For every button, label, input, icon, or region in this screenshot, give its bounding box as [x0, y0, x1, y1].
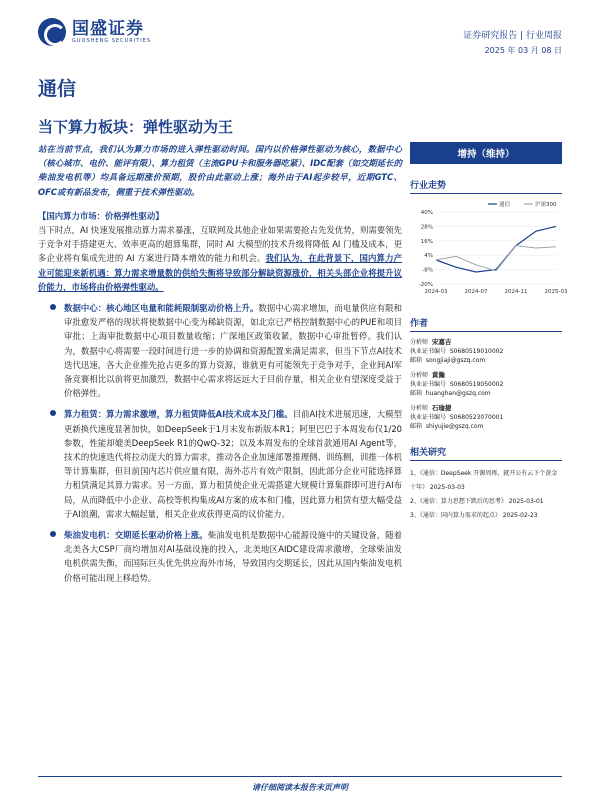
- author-title: 作者: [410, 316, 562, 332]
- footer-disclaimer: 请仔细阅读本报告末页声明: [252, 783, 348, 792]
- author-role: 分析师: [410, 339, 429, 346]
- y-tick-label: 40%: [420, 210, 433, 216]
- bullet-lead: 柴油发电机：交期延长驱动价格上涨。: [64, 530, 208, 541]
- author-block: [410, 338, 562, 365]
- legend-label: 通信: [499, 202, 511, 208]
- author-name: 石瑜捷: [431, 404, 452, 412]
- rating-badge: 增持（维持）: [410, 142, 562, 164]
- logo-en: GUOSHENG SECURITIES: [72, 37, 152, 44]
- bullet-item: [38, 407, 402, 521]
- author-email[interactable]: shiyujie@gszq.com: [425, 423, 484, 430]
- logo-cn: 国盛证券: [72, 18, 144, 39]
- author-role: 分析师: [410, 372, 429, 379]
- cert-label: 执业证书编号: [410, 348, 447, 355]
- email-label: 邮箱: [410, 357, 423, 364]
- bullet-dot-icon: [50, 531, 56, 537]
- page-header: [0, 0, 600, 62]
- y-tick-label: 4%: [424, 253, 433, 260]
- related-list: [410, 467, 562, 523]
- report-type: 证券研究报告 | 行业周报: [463, 31, 562, 41]
- bullet-text: 柴油发电机是数据中心能源设施中的关键设备，随着北美各大CSP厂商均增加对AI基础设施的投入，北美地区AIDC建设需求激增，全球柴油发电机供需失衡，而国际巨头优先供应海外市场，导致国内交期延长，因此从国内柴油发电机价格可能出现上移趋势。: [64, 530, 403, 583]
- y-tick-label: 16%: [420, 238, 433, 245]
- trend-chart: [410, 198, 568, 302]
- sidebar: [410, 142, 568, 523]
- main-column: [38, 142, 402, 585]
- cert-label: 执业证书编号: [410, 414, 447, 421]
- author-name: 宋嘉吉: [431, 338, 452, 346]
- x-tick-label: 2024-03: [424, 289, 448, 295]
- author-name: 黄瀚: [431, 371, 445, 379]
- legend-label: 沪深300: [535, 202, 557, 208]
- related-item[interactable]: 3、《通信：国内算力需求的起点》 2025-02-23: [410, 512, 538, 519]
- footer-rule: [38, 776, 562, 777]
- author-block: [410, 371, 562, 398]
- series-line: [436, 226, 556, 272]
- bullet-dot-icon: [50, 410, 56, 416]
- related-item[interactable]: 1、《通信：DeepSeek 开源周再，就开公有云下个黄金十年》 2025-03-03: [410, 470, 558, 491]
- author-email[interactable]: huanghan@gszq.com: [425, 390, 491, 397]
- bullet-text: 数据中心需求增加，而电量供应有限和审批愈发严格的现状将使数据中心变为稀缺资源，如北京已严格控制数据中心的PUE和项目审批；上海审批数据中心项目数量收缩；广深地区政策收紧，数据中心审批暂停。我们认为，数据中心将需要一段时间进行进一步的协调和资源配置来满足需求，但当下节点AI技术迭代迅速，各大企业推先抢占更多的算力资源，谁就更有可能领先于竞争对手，企业间AI军备竞赛相比以前将更加激烈，数据中心需求将远远大于目前存量，相关企业有望深度受益于价格弹性。: [64, 303, 403, 399]
- paragraph-text: 当下时点，AI 快速发展推动算力需求暴涨，互联网及其他企业如果需要抢占先发优势，则需要领先于竞争对手搭建更大、效率更高的超算集群，同时 AI 大模型的技术升级将降低 AI 门槛及成本，更多企业将有集成先进的 AI 方案进行降本增效的能力和机会。: [38, 225, 402, 264]
- bullet-text: 目前AI技术进展迅速，大模型更新换代速度显著加快，如DeepSeek于1月末发布新版本R1；阿里巴巴于本周发布仅1/20参数，性能却媲美DeepSeek R1的QwQ-32；以及本周发布的全球首款通用AI Agent等，技术的快速迭代将拉动庞大的算力需求，推动各企业加速部署推理侧、训练侧，训推一体机等计算集群，但目前国内芯片供应量有限，海外芯片有效产限制，因此部分企业可能选择算力租赁满足其算力需求。另一方面，算力租赁使企业无需搭建大规模计算集群即可进行AI布局，从而降低中小企业、高校等机构集成AI方案的成本和门槛，因此算力租赁有望大幅受益于AI浪潮，需求大幅起量，相关企业或获得更高的议价能力。: [64, 409, 402, 519]
- related-item[interactable]: 2、《通信：算力思想下跌后的思考》 2025-03-01: [410, 498, 544, 505]
- x-tick-label: 2024-07: [464, 289, 488, 295]
- report-date: 2025 年 03 月 08 日: [484, 46, 562, 55]
- bullet-dot-icon: [50, 304, 56, 310]
- cert-number: S0680519050002: [449, 381, 504, 388]
- cert-label: 执业证书编号: [410, 381, 447, 388]
- section-title: 【国内算力市场：价格弹性驱动】: [38, 210, 164, 221]
- y-tick-label: 28%: [420, 224, 433, 231]
- author-email[interactable]: songjiaji@gszq.com: [425, 357, 486, 364]
- y-tick-label: -8%: [422, 267, 433, 274]
- trend-chart-svg: [410, 198, 568, 298]
- section-paragraph: [38, 223, 402, 294]
- x-tick-label: 2024-11: [504, 289, 528, 295]
- summary: 站在当前节点，我们认为算力市场的进入弹性驱动时间。国内以价格弹性驱动为核心，数据中心（核心城市、电价、能评有限）、算力租赁（主流GPU卡和服务器吃紧）、IDC配套（如交期延长的柴油发电机等）均具备远期涨价预期，股价由此驱动上涨；海外由于AI起步较早，近期GTC、OFC或有新品发布，侧重于技术弹性驱动。: [38, 144, 402, 197]
- x-tick-label: 2025-03: [544, 289, 568, 295]
- trend-title: 行业走势: [410, 178, 562, 194]
- bullet-lead: 算力租赁：算力需求激增，算力租赁降低AI技术成本及门槛。: [64, 409, 293, 420]
- bullet-lead: 数据中心：核心地区电量和能耗限制驱动价格上升。: [64, 303, 259, 314]
- email-label: 邮箱: [410, 423, 423, 430]
- author-block: [410, 404, 562, 431]
- cert-number: S0680519010002: [449, 348, 504, 355]
- bullet-item: [38, 528, 402, 585]
- cert-number: S0680523070001: [449, 414, 504, 421]
- bullet-item: [38, 301, 402, 400]
- industry-title: 通信: [38, 78, 77, 100]
- email-label: 邮箱: [410, 390, 423, 397]
- author-role: 分析师: [410, 405, 429, 412]
- logo-icon: [38, 18, 66, 46]
- report-headline: 当下算力板块：弹性驱动为王: [38, 118, 234, 136]
- highlight-text: 我们认为，在此背景下，国内算力产业可能迎来新机遇：算力需求增量数的供给失衡将导致部分解缺资源涨价，相关头部企业将提升议价能力，市场将由价格弹性驱动。: [38, 253, 403, 292]
- company-logo: [38, 18, 151, 46]
- y-tick-label: -20%: [418, 282, 433, 288]
- related-title: 相关研究: [410, 445, 562, 461]
